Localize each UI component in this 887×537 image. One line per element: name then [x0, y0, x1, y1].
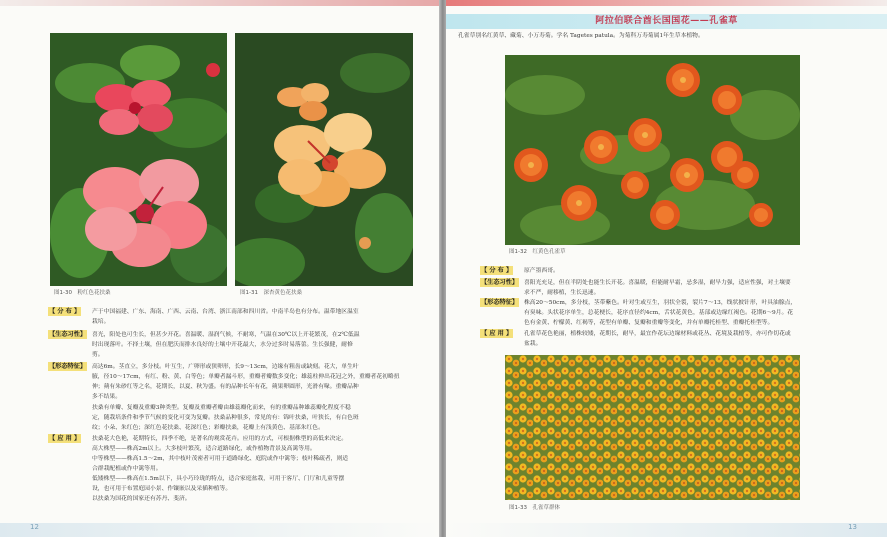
r-morphology-text: 株高20～50cm，多分枝，茎带紫色。叶对生或互生，羽状全裂，裂片7～13，线状披针形，叶具油腺点， 有臭味。头状花序单生，总花梗长，花序直径约4cm，舌状花黄色，基部或边缘红褐色。花期6～9月。花 色有金黄、柠檬黄、红褐等，花型有单瓣、复瓣和重瓣等变化，并有单瓣托桂型、重瓣托桂型等。: [524, 300, 797, 326]
morphology-tag: 【形态特征】: [49, 363, 87, 370]
photo1-caption: 图1-30 粉红色花扶桑: [54, 290, 111, 296]
r-distribution-text: 原产墨西哥。: [524, 268, 559, 274]
varieties-text: 扶桑有单瓣、复瓣及重瓣3种类型。复瓣及重瓣者瓣由雄蕊瓣化而来，有的重瓣品种雄蕊瓣化程度不稳 定，随栽培条件和季节气候的变化可变为复瓣。扶桑品种很多，常见的有：锦叶扶桑，叶狭长，有白色斑 纹；小朵、朱红色；深红色花扶桑、花深红色；彩瓣扶桑，花瓣上有浅黄色、基部朱红色。: [92, 405, 359, 431]
right-footer-band: [446, 523, 887, 537]
ecology-tag: 【生态习性】: [49, 331, 87, 338]
right-page: [446, 0, 887, 537]
left-top-bar: [0, 0, 441, 6]
right-page-number: 13: [848, 523, 857, 531]
application-tag: 【 应 用 】: [49, 435, 81, 442]
apricot-hibiscus-photo: [235, 33, 413, 286]
r-ecology-text: 喜阳光充足，但在半阴处也能生长开花。喜温暖，但能耐早霜，忌多湿，耐旱力强，适应性强，对土壤要 求不严，耐移植，生长迅速。: [524, 280, 791, 296]
distribution-text: 产于中国福建、广东、海南、广西、云南、台湾、浙江南部和四川省。中南半岛也有分布。温带地区温室 栽培。: [92, 309, 359, 325]
distribution-tag: 【 分 布 】: [49, 308, 81, 315]
photo2-caption: 图1-31 深杏黄色花扶桑: [240, 290, 302, 296]
r-application-tag: 【 应 用 】: [481, 330, 513, 337]
r-distribution-tag: 【 分 布 】: [481, 267, 513, 274]
ecology-text: 喜光，阳处也可生长，但甚少开花。喜温暖、湿润气候，不耐寒，气温在30℃以上开花繁茂，在2℃低温 时出现落叶。不择土壤，但在肥沃而排水良好的土壤中开花最大，水分过多时易落蕾。生长强健，耐修 剪。: [92, 332, 360, 358]
photo4-caption: 图1-33 孔雀草群体: [509, 505, 560, 511]
application-text: 扶桑花大色艳，花期特长，四季不绝，是著名的观赏花卉。应用的方式，可根据株型的高低来决定。 高大株型——株高2m以上。大多枝叶繁茂，适合道路绿化，或作植物背景及高篱等用。 中等株型——株高1.5～2m，其中枝叶茂密者可用于道路绿化、庭院或作中篱等；枝叶稀疏者，则适 合群栽配植或作中篱等用。 低矮株型——株高在1.5m以下，具小巧玲珑的特点，适合家庭盆栽，可用于客厅、门厅和儿童等摆 设，也可用于布置庭园小景、作镶嵌以及采插种植等。 以扶桑为国花的国家还有苏丹、斐济。: [92, 436, 349, 502]
pink-hibiscus-photo: [50, 33, 227, 286]
morphology-text: 高达6m。茎直立，多分枝。叶互生，广卵形或狭卵形，长9～13cm，边缘有粗齿或缺刻。花大，单生叶 腋，径10～17cm，有红、粉、黄、白等色；单瓣者漏斗形，重瓣者瓣数多变化；雄蕊柱伸出花冠之外，重瓣者花初略扭 伸；蒴有朱砂红等之名，花期长，以夏、秋为盛。有的品种长年有花，蒴果卵圆形，光滑有喙。重瓣品种 多不结果。: [92, 364, 400, 400]
right-top-bar: [446, 0, 887, 6]
page-title: 阿拉伯联合酋长国国花——孔雀草: [595, 16, 738, 26]
r-application-text: 孔雀草花色艳丽，植株较矮，花期长，耐旱，最宜作花坛边缘材料或花丛、花境及栽植等，亦可作切花或 盆栽。: [524, 331, 791, 347]
left-footer-band: [0, 523, 441, 537]
r-ecology-tag: 【生态习性】: [481, 279, 519, 286]
left-page-number: 12: [30, 523, 39, 531]
marigold-group-photo: [505, 355, 800, 500]
marigold-closeup-photo: [505, 55, 800, 245]
r-morphology-tag: 【形态特征】: [481, 299, 519, 306]
left-page: [0, 0, 441, 537]
intro-text: 孔雀草别名红黄草、藏菊、小万寿菊。学名 Tagetes patula。为菊科万寿菊属1年生草本植物。: [458, 33, 704, 39]
photo3-caption: 图1-32 红黄色孔雀草: [509, 249, 566, 255]
